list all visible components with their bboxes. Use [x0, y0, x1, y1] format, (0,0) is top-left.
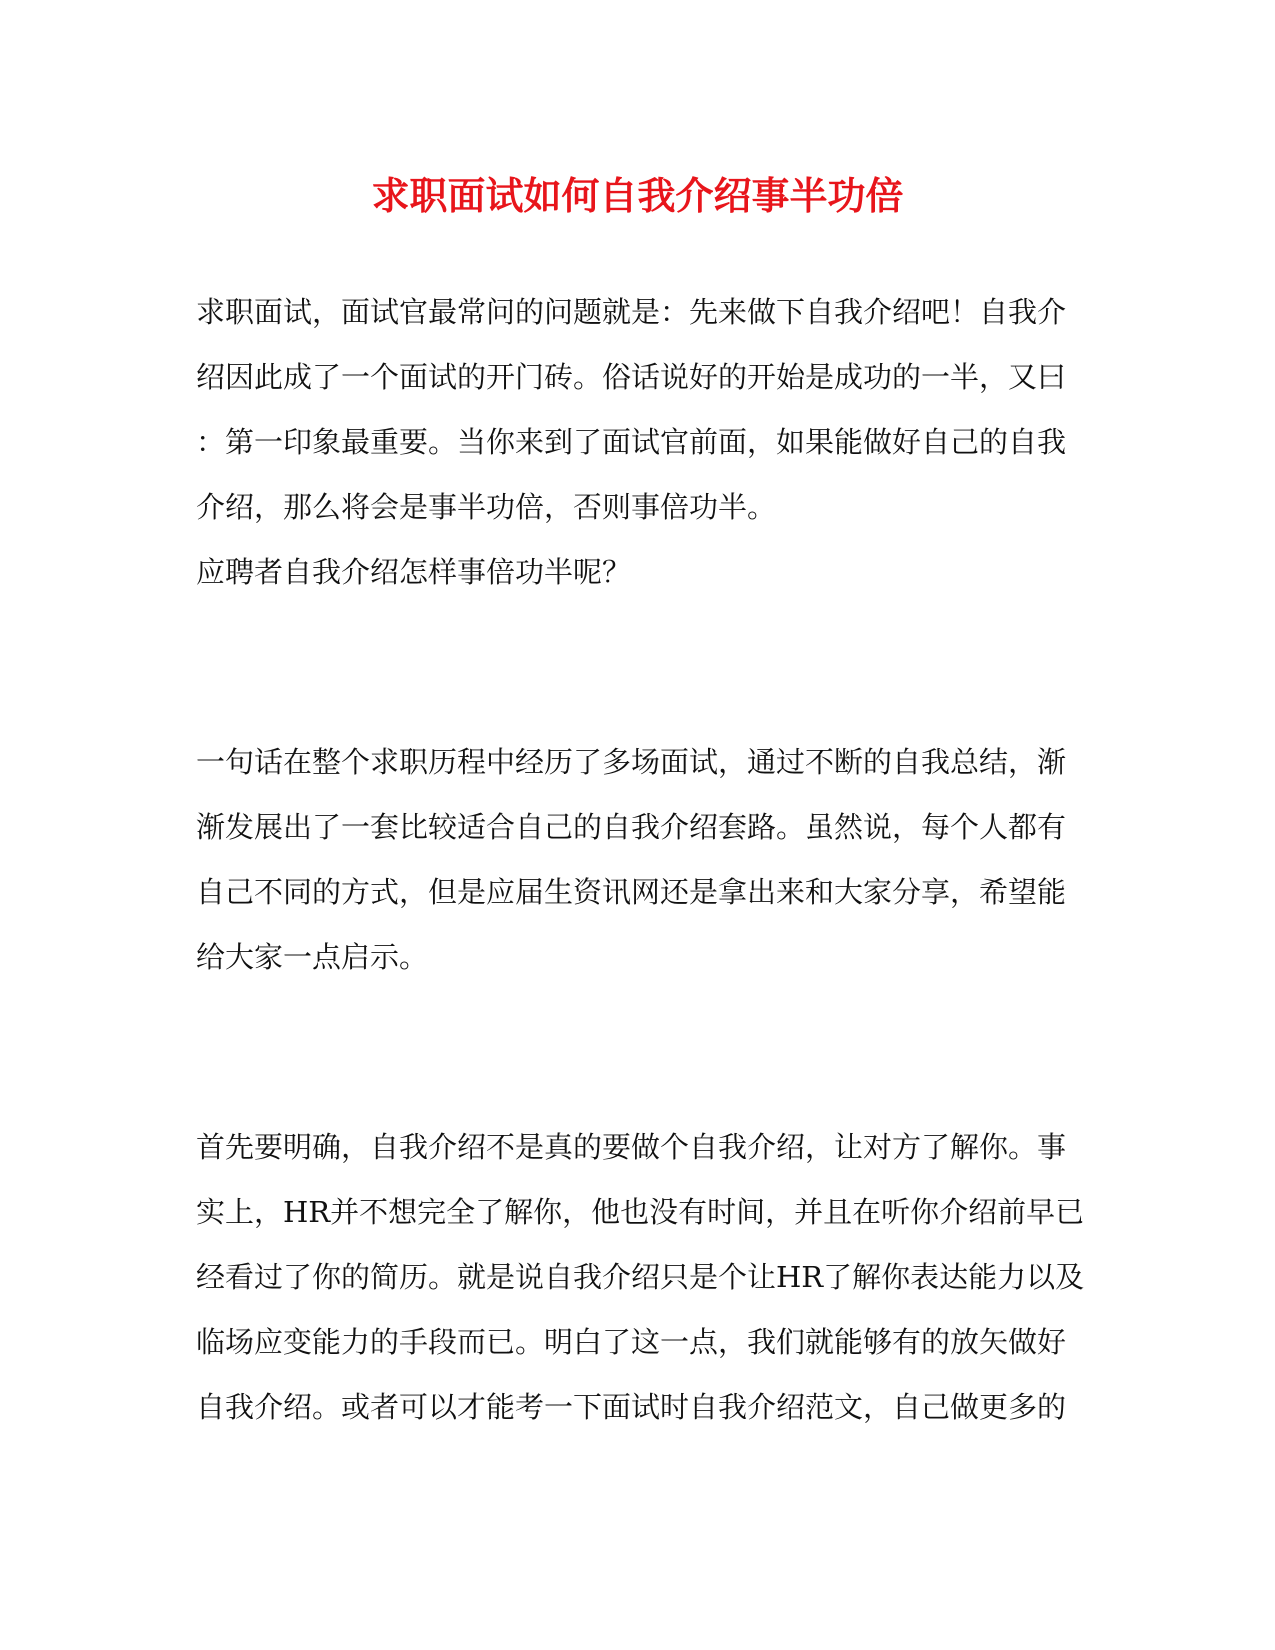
text-line: 临场应变能力的手段而已。明白了这一点，我们就能够有的放矢做好	[196, 1325, 1067, 1359]
paragraph-spacer	[196, 990, 1076, 1115]
text-line: ：第一印象最重要。当你来到了面试官前面，如果能做好自己的自我	[196, 425, 1067, 459]
paragraph-2	[196, 730, 1076, 990]
paragraph-spacer	[196, 605, 1076, 730]
text-line: 实上，HR并不想完全了解你，他也没有时间，并且在听你介绍前早已	[196, 1195, 1085, 1229]
paragraph-1	[196, 280, 1076, 605]
text-line: 给大家一点启示。	[196, 940, 429, 974]
text-line: 应聘者自我介绍怎样事倍功半呢？	[196, 555, 632, 589]
text-line: 渐发展出了一套比较适合自己的自我介绍套路。虽然说，每个人都有	[196, 810, 1067, 844]
text-line: 一句话在整个求职历程中经历了多场面试，通过不断的自我总结，渐	[196, 745, 1067, 779]
text-line: 自己不同的方式，但是应届生资讯网还是拿出来和大家分享，希望能	[196, 875, 1067, 909]
text-line: 首先要明确，自我介绍不是真的要做个自我介绍，让对方了解你。事	[196, 1130, 1067, 1164]
document-title: 求职面试如何自我介绍事半功倍	[371, 173, 904, 218]
text-line: 经看过了你的简历。就是说自我介绍只是个让HR了解你表达能力以及	[196, 1260, 1085, 1294]
text-line: 绍因此成了一个面试的开门砖。俗话说好的开始是成功的一半，又曰	[196, 360, 1067, 394]
document-body	[196, 280, 1085, 1440]
text-line: 介绍，那么将会是事半功倍，否则事倍功半。	[196, 490, 777, 524]
paragraph-3	[196, 1115, 1085, 1440]
text-line: 自我介绍。或者可以才能考一下面试时自我介绍范文，自己做更多的	[196, 1390, 1067, 1424]
text-line: 求职面试，面试官最常问的问题就是：先来做下自我介绍吧！自我介	[196, 295, 1067, 329]
